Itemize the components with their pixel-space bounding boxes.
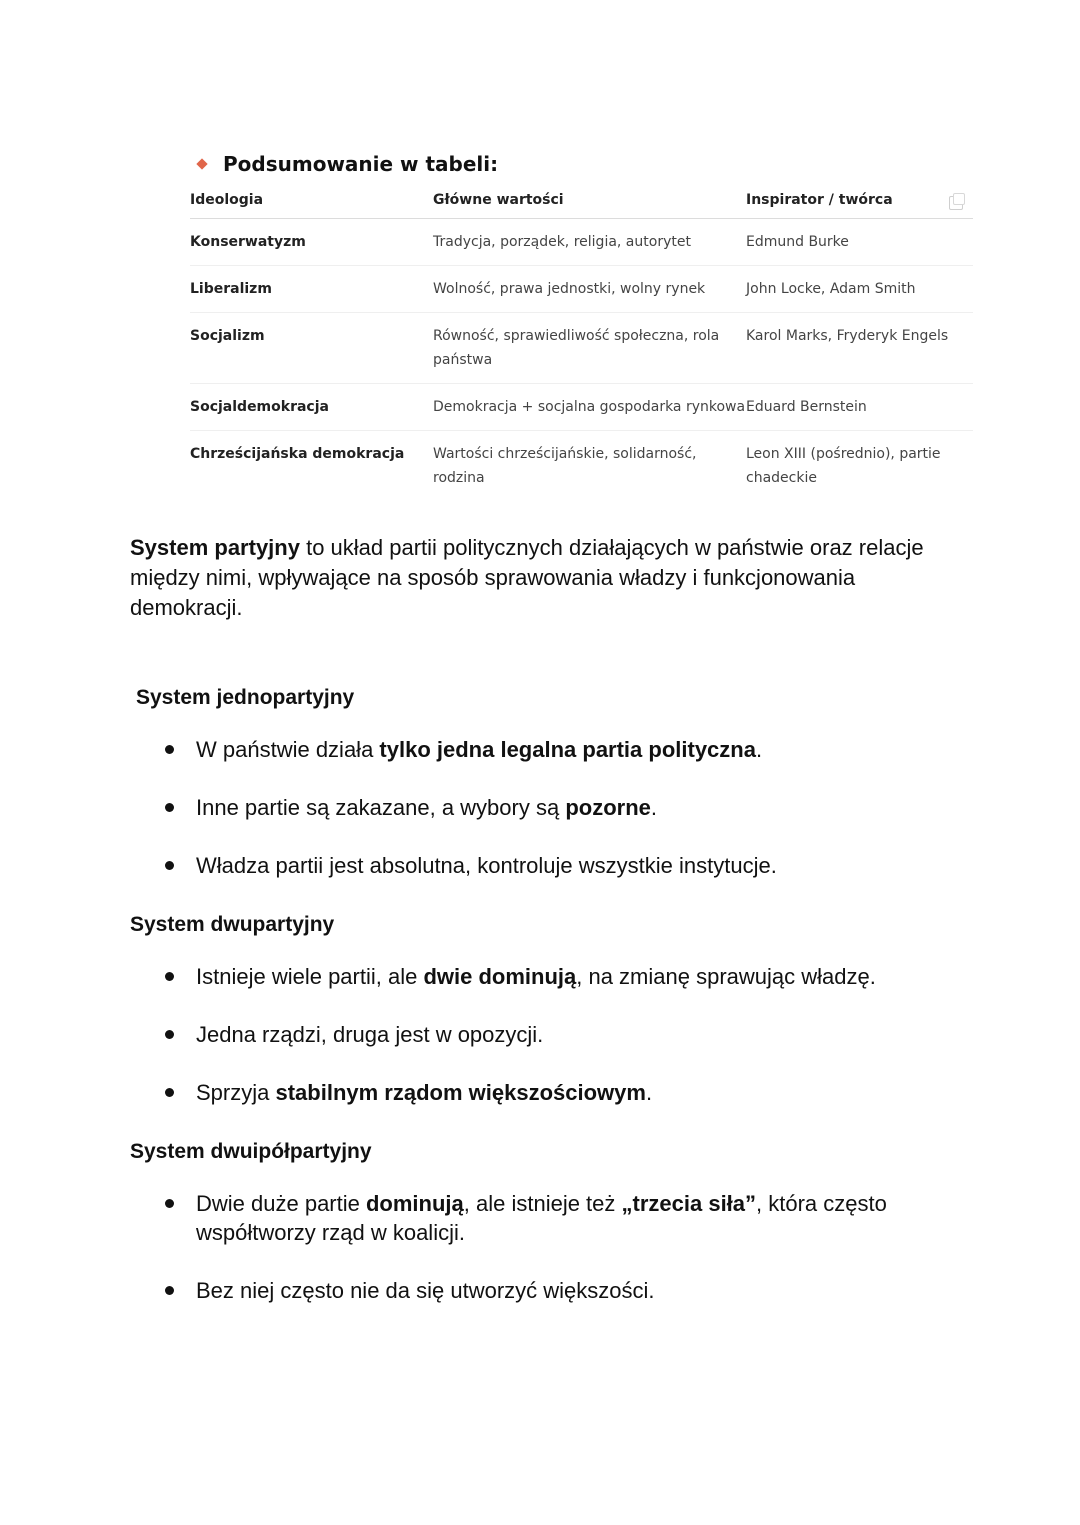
- summary-header: [198, 150, 973, 178]
- emphasis-text: tylko jedna legalna partia polityczna: [379, 737, 756, 762]
- intro-text: to układ partii politycznych działających w państwie oraz relacje między nimi, wpływające na sposób sprawowania władzy i funkcjonowania demokracji.: [130, 535, 924, 620]
- table-cell: Leon XIII (pośrednio), partie chadeckie: [746, 446, 941, 486]
- bullet-list: [163, 962, 923, 1136]
- section-heading: System jednopartyjny: [136, 686, 355, 709]
- list-text: .: [755, 737, 763, 762]
- bullet-dot-icon: [165, 972, 174, 981]
- ideology-table: [190, 192, 973, 501]
- table-cell: Socjalizm: [190, 313, 433, 384]
- emphasis-text: „trzecia siła”: [621, 1191, 757, 1216]
- bullet-dot-icon: [165, 803, 174, 812]
- bullet-list: [163, 1189, 923, 1334]
- table-cell: Karol Marks, Fryderyk Engels: [746, 313, 973, 384]
- list-text: Sprzyja: [196, 1080, 276, 1105]
- list-text: .: [645, 1080, 653, 1105]
- table-row: [190, 313, 973, 384]
- table-row: [190, 266, 973, 313]
- list-item: [163, 1020, 923, 1049]
- table-cell: Równość, sprawiedliwość społeczna, rola państwa: [433, 313, 746, 384]
- diamond-bullet-icon: [196, 158, 207, 169]
- emphasis-text: stabilnym rządom większościowym: [275, 1080, 646, 1105]
- list-text: , ale istnieje też: [463, 1191, 622, 1216]
- table-header-row: [190, 192, 973, 219]
- bullet-dot-icon: [165, 1088, 174, 1097]
- list-item: [163, 793, 923, 822]
- bullet-dot-icon: [165, 861, 174, 870]
- list-item: [163, 1276, 923, 1305]
- bullet-dot-icon: [165, 1030, 174, 1039]
- summary-title: Podsumowanie w tabeli:: [223, 152, 499, 176]
- intro-paragraph: [130, 533, 960, 623]
- bullet-list: [163, 735, 923, 909]
- emphasis-text: dominują: [365, 1191, 464, 1216]
- list-item: [163, 962, 923, 991]
- list-text: Bez niej często nie da się utworzyć większości.: [196, 1278, 655, 1303]
- list-text: , na zmianę sprawując władzę.: [576, 964, 876, 989]
- table-cell: Wolność, prawa jednostki, wolny rynek: [433, 266, 746, 313]
- bullet-dot-icon: [165, 1286, 174, 1295]
- list-item: [163, 851, 923, 880]
- list-text: Istnieje wiele partii, ale: [196, 964, 424, 989]
- emphasis-text: dwie dominują: [423, 964, 577, 989]
- table-cell: Wartości chrześcijańskie, solidarność, rodzina: [433, 446, 697, 486]
- table-row: [190, 384, 973, 431]
- bullet-dot-icon: [165, 745, 174, 754]
- intro-term: System partyjny: [130, 535, 300, 560]
- table-row: [190, 219, 973, 266]
- column-header: Ideologia: [190, 192, 433, 219]
- table-cell: Socjaldemokracja: [190, 384, 433, 431]
- list-text: .: [650, 795, 658, 820]
- list-text: Inne partie są zakazane, a wybory są: [196, 795, 566, 820]
- section-heading: System dwuipółpartyjny: [130, 1140, 372, 1163]
- column-header: Główne wartości: [433, 192, 746, 219]
- table-cell: Eduard Bernstein: [746, 384, 973, 431]
- table-cell: Edmund Burke: [746, 219, 973, 266]
- list-text: , która często współtworzy rząd w koalicji.: [196, 1191, 887, 1245]
- table-cell: Chrześcijańska demokracja: [190, 446, 405, 462]
- table-cell: Demokracja + socjalna gospodarka rynkowa: [433, 384, 746, 431]
- list-text: Jedna rządzi, druga jest w opozycji.: [196, 1022, 544, 1047]
- table-cell: Liberalizm: [190, 266, 433, 313]
- table-row: [190, 431, 973, 502]
- list-text: Władza partii jest absolutna, kontroluje wszystkie instytucje.: [196, 853, 777, 878]
- table-cell: Tradycja, porządek, religia, autorytet: [433, 219, 746, 266]
- list-item: [163, 735, 923, 764]
- list-item: [163, 1189, 923, 1247]
- table-cell: John Locke, Adam Smith: [746, 266, 973, 313]
- list-item: [163, 1078, 923, 1107]
- section-heading: System dwupartyjny: [130, 913, 335, 936]
- list-text: Dwie duże partie: [196, 1191, 366, 1216]
- column-header: Inspirator / twórca: [746, 192, 973, 219]
- bullet-dot-icon: [165, 1199, 174, 1208]
- emphasis-text: pozorne: [565, 795, 651, 820]
- summary-block: [190, 150, 973, 486]
- table-cell: Konserwatyzm: [190, 219, 433, 266]
- copy-icon[interactable]: [949, 196, 963, 210]
- list-text: W państwie działa: [196, 737, 380, 762]
